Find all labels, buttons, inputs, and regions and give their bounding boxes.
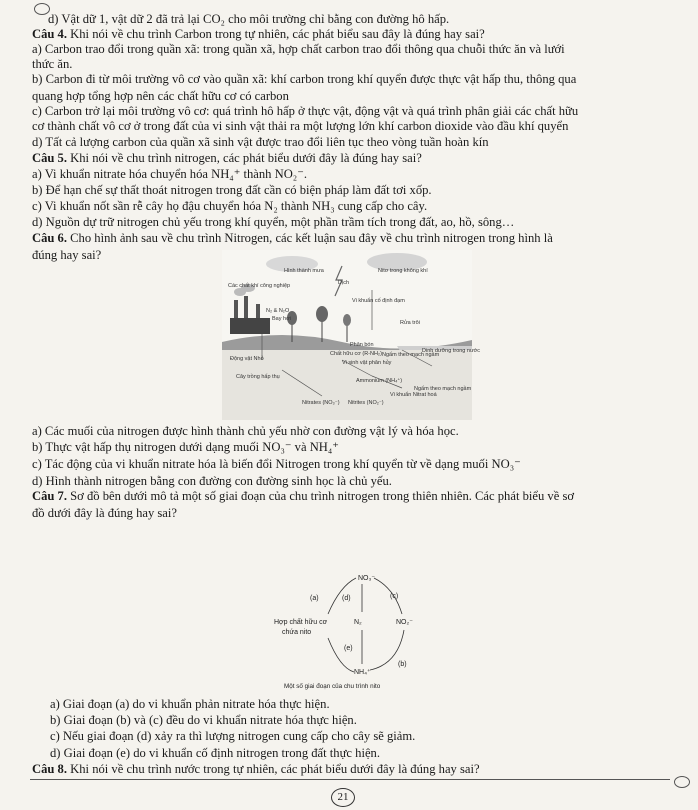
node-organic-compound-cont: chứa nito [282,629,312,636]
stage-d-label: (d) [342,595,351,602]
label-nitrites: Nitrites (NO₂⁻) [348,400,384,406]
node-nh4: NH₄⁺ [354,669,371,676]
punch-hole-mark [674,776,690,788]
q4-title: Câu 4. Khi nói về chu trình Carbon trong tự nhiên, các phát biểu sau đây là đúng hay sai? [32,27,485,41]
q5-option-b: b) Để hạn chế sự thất thoát nitrogen trong đất cần có biện pháp làm đất tơi xốp. [32,183,432,197]
q7-option-c: c) Nếu giai đoạn (d) xảy ra thì lượng nitrogen cung cấp cho cây sẽ giảm. [50,729,416,743]
label-runoff: Rửa trôi [400,320,420,326]
label-organic-matter: Chất hữu cơ (R-NH₂) [330,351,382,357]
label-fertilizer: Phân bón [350,342,374,348]
footer-divider [30,779,670,780]
q4-option-a-cont: thức ăn. [32,57,73,71]
q7-title-cont: đồ dưới đây là đúng hay sai? [32,506,177,520]
node-organic-compound: Hợp chất hữu cơ [274,619,328,626]
q5-option-d: d) Nguồn dự trữ nitrogen chủ yếu trong khí quyển, một phần trầm tích trong đất, ao, hồ, sông… [32,215,515,229]
label-rain: Hình thành mưa [284,268,324,274]
label-nitrifying-bacteria: Vi khuẩn Nitrat hoá [390,392,437,398]
node-no3: NO₃⁻ [358,575,376,582]
q6-title-cont: đúng hay sai? [32,248,102,262]
q4-option-b: b) Carbon đi từ môi trường vô cơ vào quần xã: khí carbon trong khí quyển được thực vật hấp thu, thông qua [32,72,577,86]
stage-c-label: (c) [390,593,399,600]
nitrogen-cycle-illustration [222,250,480,420]
label-plant-uptake: Cây trồng hấp thụ [236,374,280,380]
label-animals: Động vật Nhỏ [230,356,264,362]
q6-option-a: a) Các muối của nitrogen được hình thành chủ yếu nhờ con đường vật lý và hóa học. [32,424,459,438]
q3-option-d: d) Vật dữ 1, vật dữ 2 đã trả lại CO₂ cho môi trường chỉ bằng con đường hô hấp. [48,12,450,26]
q6-option-c: c) Tác động của vi khuẩn nitrate hóa là biến đổi Nitrogen trong khí quyển từ về dạng muối NO₃⁻ [32,457,521,471]
node-no2: NO₂⁻ [396,619,413,626]
stage-b-label: (b) [398,661,407,668]
page-number: 21 [331,788,355,807]
q8-title: Câu 8. Khi nói về chu trình nước trong tự nhiên, các phát biểu dưới đây là đúng hay sai? [32,762,480,776]
q4-option-b-cont: quang hợp tổng hợp nên các chất hữu cơ có carbon [32,89,289,103]
q4-option-a: a) Carbon trao đổi trong quần xã: trong quần xã, hợp chất carbon trao đổi thông qua chuỗi thức ăn và lưới [32,42,565,56]
nitrogen-stage-diagram [270,568,440,692]
stage-e-label: (e) [344,645,353,652]
q4-option-d: d) Tất cả lượng carbon của quần xã sinh vật được trao đổi liên tục theo vòng tuần hoàn kín [32,135,489,149]
stage-a-label: (a) [310,595,319,602]
label-nutrients-water: Dinh dưỡng trong nước [422,348,480,354]
q5-option-a: a) Vi khuẩn nitrate hóa chuyển hóa NH₄⁺ thành NO₂⁻. [32,167,307,181]
label-ammonium: Ammonium (NH₄⁺) [356,378,403,384]
q5-title: Câu 5. Khi nói về chu trình nitrogen, các phát biểu dưới đây là đúng hay sai? [32,151,422,165]
label-evaporation: Bay hơi [272,316,291,322]
q7-option-b: b) Giai đoạn (b) và (c) đều do vi khuẩn nitrate hóa thực hiện. [50,713,357,727]
node-n2: N₂ [354,619,362,626]
label-nitrates: Nitrates (NO₃⁻) [302,400,340,406]
q7-title: Câu 7. Sơ đồ bên dưới mô tả một số giai đoạn của chu trình nitrogen trong thiên nhiên. Các phát biểu về sơ [32,489,575,503]
label-decomposers: Vi sinh vật phân hủy [342,360,392,366]
q7-option-d: d) Giai đoạn (e) do vi khuẩn cố định nitrogen trong đất thực hiện. [50,746,380,760]
label-industrial-gas: Các chất khí công nghiệp [228,283,291,289]
q4-option-c: c) Carbon trở lại môi trường vô cơ: quá trình hô hấp ở thực vật, động vật và quá trình phân giải các chất hữu [32,104,579,118]
q5-option-c: c) Vi khuẩn nốt sần rễ cây họ đậu chuyển hóa N₂ thành NH₃ cung cấp cho cây. [32,199,428,213]
q7-option-a: a) Giai đoạn (a) do vi khuẩn phản nitrate hóa thực hiện. [50,697,330,711]
label-frog: Dịch [338,280,350,286]
diagram-caption: Một số giai đoạn của chu trình nito [284,683,381,690]
label-leaching: Ngấm theo mạch ngầm [414,386,472,392]
label-seepage: Ngấm theo mạch ngầm [382,352,440,358]
q6-option-d: d) Hình thành nitrogen bằng con đường con đường sinh học là chủ yếu. [32,474,392,488]
q6-title: Câu 6. Cho hình ảnh sau về chu trình Nitrogen, các kết luận sau đây về chu trình nitrogen trong hình là [32,231,553,245]
label-n2o: N₂ & N₂O [266,308,290,314]
q6-option-b: b) Thực vật hấp thụ nitrogen dưới dạng muối NO₃⁻ và NH₄⁺ [32,440,339,454]
label-n2-air: Nitơ trong không khí [378,268,428,274]
q4-option-c-cont: cơ thành chất vô cơ ở trong đất của vi sinh vật thải ra một lượng lớn khí carbon dioxide vào đầu khí quyển [32,119,569,133]
label-fixing-bacteria: Vi khuẩn cố định đạm [352,298,405,304]
